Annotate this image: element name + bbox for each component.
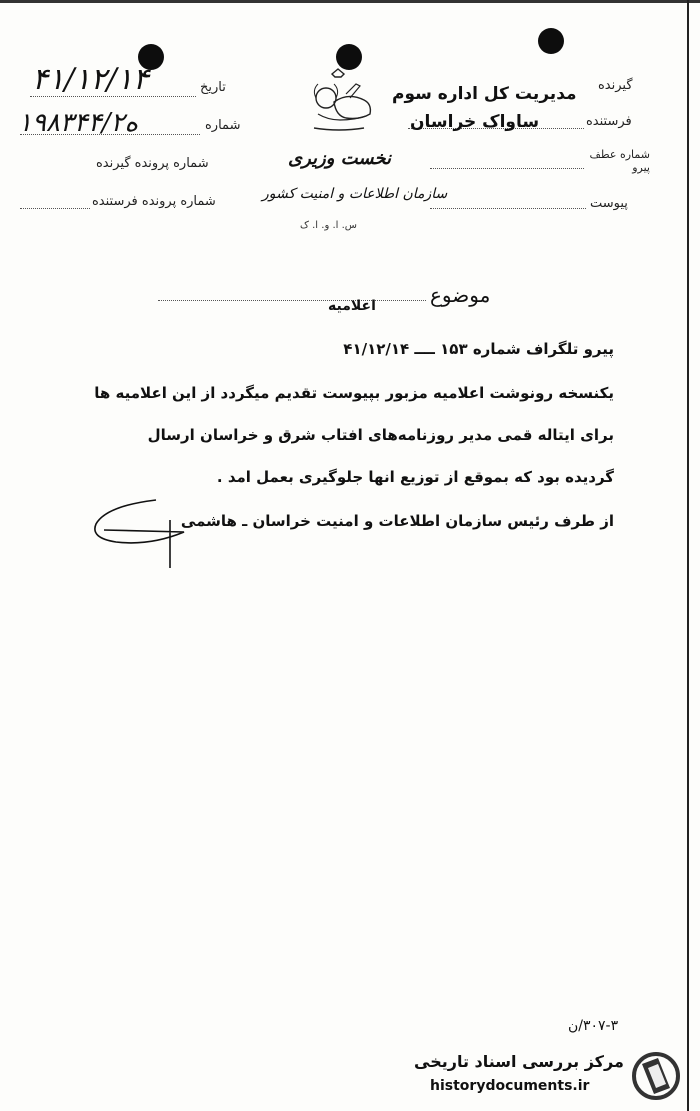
sender-value: ساواک خراسان [410, 112, 540, 132]
body-line-3: برای ایتاله قمی مدیر روزنامه‌های افتاب شرق و خراسان ارسال [147, 426, 614, 444]
recipient-value: مدیریت کل اداره سوم [392, 84, 577, 104]
recipient-label: گیرنده [598, 78, 633, 93]
attachment-dots [430, 208, 586, 209]
watermark-url: historydocuments.ir [430, 1078, 590, 1094]
subject-label: موضوع [430, 283, 491, 307]
body-line-2: یکنسخه رونوشت اعلامیه مزبور بپیوست تقدیم میگردد از این اعلامیه ها [94, 384, 614, 402]
watermark-title: مرکز بررسی اسناد تاریخی [414, 1052, 624, 1071]
top-edge [0, 0, 700, 3]
ref-label: شماره عطف پیرو [589, 148, 650, 174]
punch-hole-right [538, 28, 564, 54]
handwritten-signature-icon [86, 490, 196, 570]
lion-and-sun-emblem-icon [294, 68, 384, 136]
attachment-label: پیوست [590, 196, 628, 211]
sender-label: فرستنده [586, 114, 632, 129]
org-abbreviation: س. ا. و. ا. ک [300, 220, 357, 231]
subject-dots [158, 300, 426, 301]
sender-file-label: شماره پرونده فرستنده [92, 194, 216, 209]
archive-reference: ۳۰۷-۳/ن [568, 1018, 619, 1034]
body-line-4: گردیده بود که بموقع از توزیع انها جلوگیری بعمل امد . [216, 468, 614, 486]
date-handwritten: ۴۱/۱۲/۱۴ [32, 62, 149, 97]
right-edge [687, 0, 689, 1111]
receiver-file-label: شماره پرونده گیرنده [96, 156, 209, 171]
number-label: شماره [205, 118, 241, 133]
archive-logo-icon [626, 1046, 686, 1106]
signature-line: از طرف رئیس سازمان اطلاعات و امنیت خراسان ـ هاشمی [180, 512, 614, 530]
ref-dots [430, 168, 584, 169]
org-prime-ministry: نخست وزیری [288, 148, 392, 169]
date-label: تاریخ [200, 80, 226, 95]
org-savak-name: سازمان اطلاعات و امنیت کشور [262, 186, 448, 202]
sender-file-dots [20, 208, 90, 209]
punch-hole-center [336, 44, 362, 70]
number-handwritten: ۱۹۸۳۴۴/ه۲ [18, 108, 139, 138]
body-line-1: پیرو تلگراف شماره ۱۵۳ ــــ ۴۱/۱۲/۱۴ [343, 340, 614, 358]
subject-value: اعلامیه [328, 298, 376, 314]
